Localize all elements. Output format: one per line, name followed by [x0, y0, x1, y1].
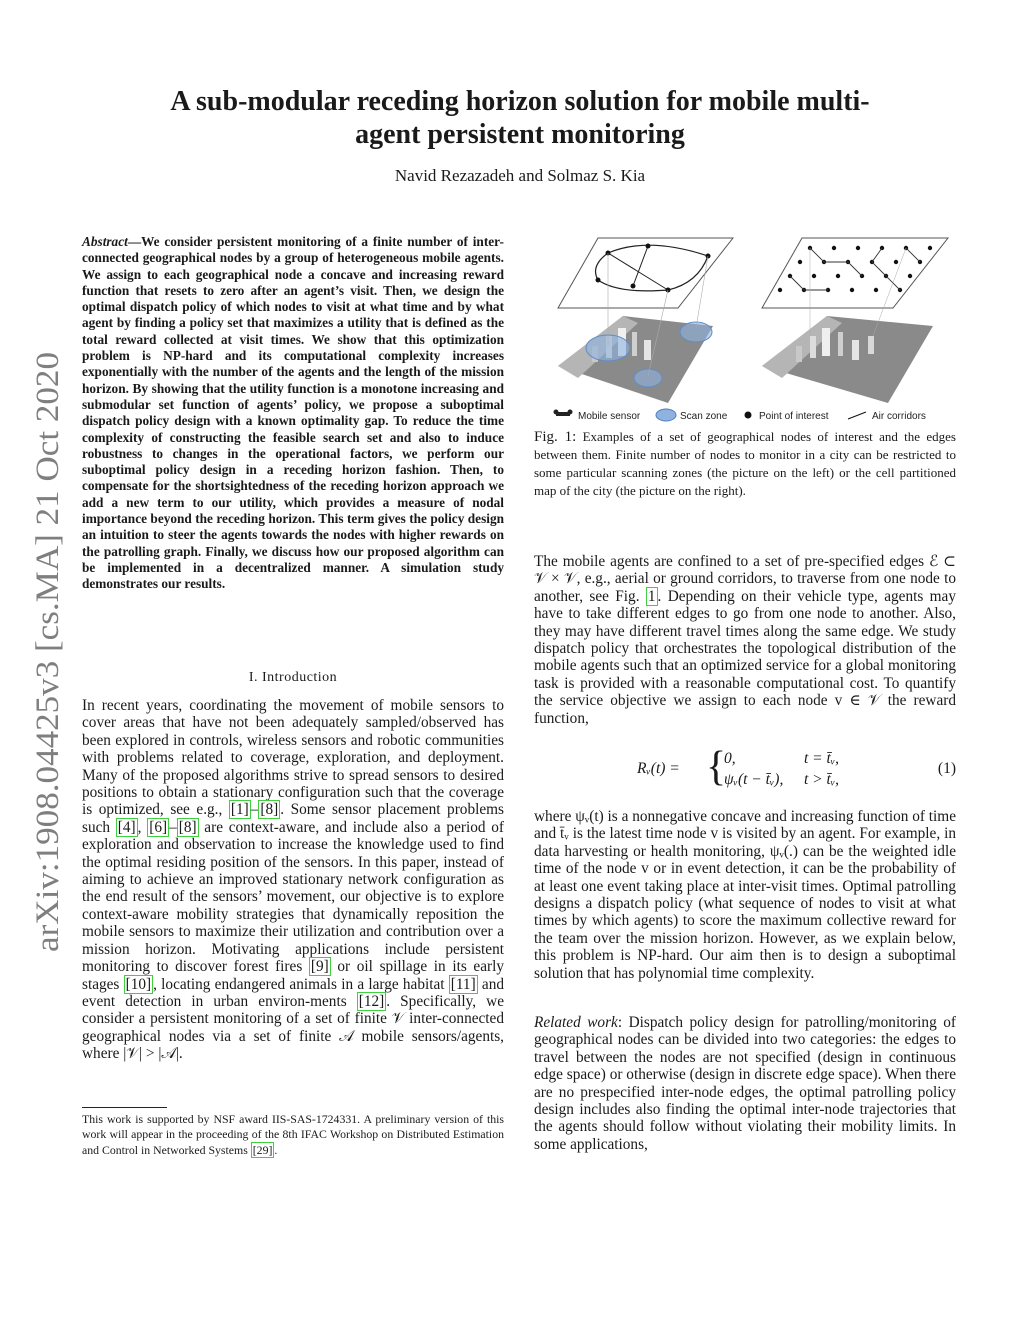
intro-text: , locating endangered animals in a large habitat [153, 975, 449, 993]
intro-text: are context-aware, and include also a period of exploration and observation to increase the knowledge used to find the optimal residing position of the sensors. In this paper, instead of aiming to achieve an improved stationary network configuration as the end result of the sensors’ movement, our objective is to explore context-aware mobility strategies that dynamically reposition the mobile sensors to maximize their utilization and contribution over a mission horizon. Motivating applications include persistent monitoring to discover forest fires [82, 818, 504, 976]
intro-text: . Some sensor placement problems such [82, 801, 504, 836]
legend-scan-zone: Scan zone [680, 411, 728, 422]
citation-link[interactable]: [1] [230, 801, 249, 819]
legend-point-of-interest: Point of interest [759, 411, 829, 422]
paragraph-text: The mobile agents are confined to a set of pre-specified edges ℰ ⊂ 𝒱 × 𝒱, e.g., aerial or ground corridors, to traverse from one node to another, see Fig. [534, 553, 956, 605]
introduction-paragraph [82, 697, 504, 1063]
legend-mobile-sensor: Mobile sensor [578, 411, 641, 422]
left-city-image [558, 316, 713, 403]
footnote-text: . [274, 1142, 278, 1157]
intro-text: or oil spillage in its early stages [82, 958, 504, 993]
right-paragraph-2: where ψᵥ(t) is a nonnegative concave and increasing function of time and t̄ᵥ is the latest time node v is visited by an agent. For example, in data harvesting or health monitoring, ψᵥ(.) can be the weighted idle time of the node v or in event detection, it can be the probability of at least one event taking place at inter-visit times. Optimal patrolling designs a dispatch policy (what sequence of nodes to visit at what times by which agents) to score the maximum collective reward for the team over the mission horizon. However, as we explain below, this problem is NP-hard. Our aim then is to design a suboptimal solution that has polynomial time complexity. [534, 808, 956, 982]
related-work-lead: Related work [534, 1014, 618, 1031]
figure-1 [548, 228, 952, 426]
equation-case-2: ψᵥ(t − t̄ᵥ), [724, 771, 784, 788]
abstract-body: —We consider persistent monitoring of a finite number of inter-connected geographical nodes by a group of heterogeneous mobile agents. We assign to each geographical node a concave and increasing reward function that resets to zero after an agent’s visit. Then, we design the optimal dispatch policy of which nodes to visit at what time and by what agent by finding a policy set that maximizes a utility that is defined as the total reward collected at visit times. We show that this optimization problem is NP-hard and its computational complexity increases exponentially with the number of the agents and the length of the mission horizon. By showing that the utility function is a monotone increasing and submodular set function of agents’ policy, we propose a suboptimal dispatch policy design with a known optimality gap. To reduce the time complexity of constructing the feasible search set and also to induce robustness to changes in the operational factors, we perform our suboptimal policy design in a receding horizon fashion. Then, to compensate for the shortsightedness of the receding horizon approach we add a new term to our utility, which provides a measure of nodal importance beyond the receding horizon. This term gives the policy design an intuition to steer the agents towards the nodes with higher rewards on the patrolling graph. Finally, we discuss how our proposed algorithm can be implemented in a decentralized manner. A simulation study demonstrates our results. [82, 234, 504, 592]
arxiv-stamp-svg [28, 340, 64, 960]
figure-caption [534, 428, 956, 500]
abstract-lead: Abstract [82, 234, 128, 249]
arxiv-id-text: arXiv:1908.04425v3 [cs.MA] 21 Oct 2020 [30, 387, 64, 952]
paragraph-text: : Dispatch policy design for patrolling/monitoring of geographical nodes can be divided into two categories: the edges to travel between the nodes are not specified (design in continuous edge space) or otherwise (design in discrete edge space). When there are no prespecified inter-node edges, the optimal patrolling policy design includes also finding the optimal inter-node trajectories that the agents should follow without violating their mobility limits. In some applications, [534, 1014, 956, 1153]
intro-text: – [250, 801, 259, 819]
abstract [82, 234, 504, 593]
intro-text: In recent years, coordinating the movement of mobile sensors to cover areas that have not been adequately sampled/observed has been explored in controls, wireless sensors and robotic communities with problems related to coverage, exploration, and deployment. Many of the proposed algorithms strive to spread sensors to desired positions to obtain a stationary configuration such that the coverage is optimized, see e.g., [82, 697, 504, 819]
figure-label: Fig. 1: [534, 429, 577, 445]
equation-1 [534, 744, 956, 792]
paragraph-text: . Depending on their vehicle type, agents may have to take different edges to go from one node to another. Also, they may have different travel times along the same edge. We study dispatch policy that orchestrates the topological distribution of the mobile agents such that an optimized service for a global monitoring task is provided with a reasonable computational cost. To quantify the service objective we assign to each node v ∈ 𝒱 the reward function, [534, 587, 956, 727]
figure-1-illustration [548, 228, 952, 426]
citation-link[interactable]: [9] [310, 958, 329, 976]
paper-authors: Navid Rezazadeh and Solmaz S. Kia [394, 166, 646, 185]
point-of-interest-icon [745, 412, 752, 419]
intro-text: . Specifically, we consider a persistent monitoring of a set of finite 𝒱 inter-connected geographical nodes via a set of finite 𝒜 mobile sensors/agents, where |𝒱| > |𝒜|. [82, 992, 504, 1063]
right-city-image [762, 316, 933, 403]
equation-condition-1: t = t̄ᵥ, [804, 750, 840, 767]
air-corridor-icon [848, 412, 866, 419]
citation-link[interactable]: [8] [260, 801, 279, 819]
section-heading-introduction: I. Introduction [248, 670, 338, 685]
legend-air-corridors: Air corridors [872, 411, 926, 422]
arxiv-stamp [28, 340, 64, 960]
equation-number: (1) [937, 760, 956, 777]
citation-link[interactable]: [12] [358, 992, 385, 1010]
caption-text: Examples of a set of geographical nodes of interest and the edges between them. Finite number of nodes to monitor in a city can be restricted to some particular scanning zones (the picture on the left) or the cell partitioned map of the city (the picture on the right). [534, 429, 956, 498]
citation-link[interactable]: [10] [125, 975, 152, 993]
footnote-text: This work is supported by NSF award IIS-SAS-1724331. A preliminary version of this work will appear in the proceeding of the 8th IFAC Workshop on Distributed Estimation and Control in Networked Systems [82, 1112, 504, 1157]
right-paragraph-1 [534, 553, 956, 727]
citation-link[interactable]: [4] [117, 818, 136, 836]
footnote-rule [82, 1107, 167, 1108]
figure-legend [554, 409, 926, 422]
scan-zone-icon [656, 409, 676, 421]
intro-text: and event detection in urban environ-ments [82, 975, 504, 1010]
equation-case-1: 0, [724, 750, 736, 767]
citation-link[interactable]: [11] [450, 975, 476, 993]
paper-title: A sub-modular receding horizon solution for mobile multi-agent persistent monitoring [170, 86, 870, 150]
intro-text: , [137, 818, 148, 836]
intro-text: – [169, 818, 177, 836]
footnote [82, 1112, 504, 1158]
mobile-sensor-icon [554, 410, 573, 417]
equation-brace: { [706, 744, 727, 790]
equation-condition-2: t > t̄ᵥ, [804, 771, 840, 788]
related-work-paragraph [534, 1014, 956, 1153]
equation-lhs: Rᵥ(t) = [637, 760, 680, 777]
citation-link[interactable]: [29] [252, 1142, 273, 1157]
citation-link[interactable]: [6] [149, 818, 168, 836]
figure-reference-link[interactable]: 1 [647, 587, 656, 605]
citation-link[interactable]: [8] [178, 818, 197, 836]
